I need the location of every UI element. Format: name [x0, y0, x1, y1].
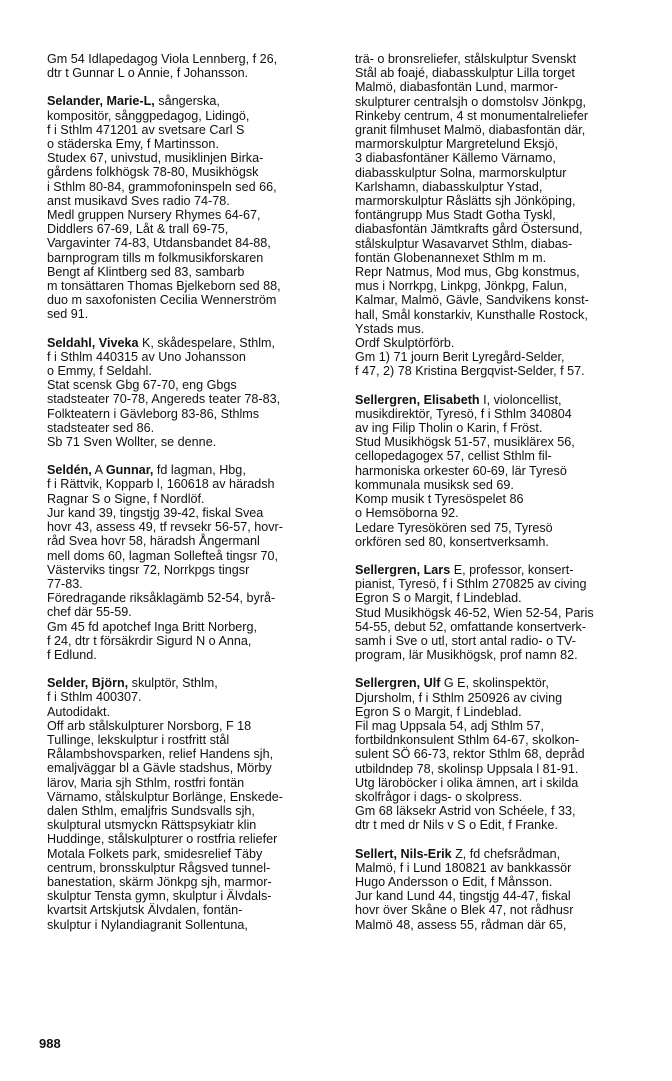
entry-heading: [355, 393, 660, 407]
entry-line: f i Sthlm 440315 av Uno Johansson: [47, 349, 246, 364]
entry-line: Hugo Andersson o Edit, f Månsson.: [355, 874, 553, 889]
entry-initial: A: [91, 463, 106, 478]
entry-line: sulent SÖ 66-73, rektor Sthlm 68, depråd: [355, 747, 585, 762]
entry-line: Jur kand 39, tingstjg 39-42, fiskal Svea: [47, 505, 264, 520]
entry-line: hall, Smål konstarkiv, Kunsthalle Rostock,: [355, 307, 588, 322]
entry-line: banestation, skärm Jönkpg sjh, marmor-: [47, 874, 272, 889]
entry-line: Gm 1) 71 journ Berit Lyregård-Selder,: [355, 350, 565, 365]
entry-line: gårdens folkhögsk 78-80, Musikhögsk: [47, 165, 259, 180]
entry-line: granit filmhuset Malmö, diabasfontän där,: [355, 123, 586, 138]
entry-line: sed 91.: [47, 307, 89, 322]
entry-line: samh i Sve o utl, stort antal radio- o TV-: [355, 633, 576, 648]
entry-heading: [47, 463, 347, 477]
entry-line: emaljväggar bl a Gävle stadshus, Mörby: [47, 761, 272, 776]
entry-line: fontän Globenannexet Sthlm m m.: [355, 250, 547, 265]
entry-name: Seldén,: [47, 463, 92, 478]
entry-line: f i Sthlm 400307.: [47, 690, 142, 705]
entry-line: stadsteater sed 86.: [47, 420, 155, 435]
entry-line: Ragnar S o Signe, f Nordlöf.: [47, 491, 205, 506]
entry-line: Föredragande riksåklagämb 52-54, byrå-: [47, 591, 276, 606]
entry-line: o Hemsöborna 92.: [355, 506, 459, 521]
entry-line: musikdirektör, Tyresö, f i Sthlm 340804: [355, 406, 572, 421]
entry-line: fontängrupp Mus Stadt Gotha Tyskl,: [355, 208, 556, 223]
entry-line: av ing Filip Tholin o Karin, f Fröst.: [355, 421, 543, 436]
entry-heading: [355, 847, 660, 861]
entry-heading-rest: skulptör, Sthlm,: [128, 676, 218, 691]
entry-heading: [47, 336, 347, 350]
entry-line: Rålambshovsparken, relief Handens sjh,: [47, 747, 274, 762]
entry-line: o Emmy, f Seldahl.: [47, 364, 152, 379]
entry-selander-marie: [47, 94, 347, 321]
entry-heading: [47, 676, 347, 690]
entry-line: stadsteater 70-78, Angereds teater 78-83,: [47, 392, 281, 407]
entry-line: Värnamo, stålskulptur Borlänge, Enskede-: [47, 789, 283, 804]
entry-line: Djursholm, f i Sthlm 250926 av civing: [355, 690, 563, 705]
entry-line: diabasskulptur Solna, marmorskulptur: [355, 165, 567, 180]
entry-selder-bjorn: [47, 676, 347, 932]
entry-line: pianist, Tyresö, f i Sthlm 270825 av civing: [355, 577, 587, 592]
entry-name: Selder, Björn,: [47, 676, 129, 691]
entry-line: Gm 68 läksekr Astrid von Schéele, f 33,: [355, 804, 576, 819]
entry-line: Stål ab foajé, diabasskulptur Lilla torget: [355, 66, 575, 81]
entry-line: Tullinge, lekskulptur i rostfritt stål: [47, 732, 230, 747]
entry-line: Ordf Skulptörförb.: [355, 336, 455, 351]
entry-line: Diddlers 67-69, Låt & trall 69-75,: [47, 222, 229, 237]
entry-line: Gm 45 fd apotchef Inga Britt Norberg,: [47, 619, 258, 634]
entry-line: Stud Musikhögsk 46-52, Wien 52-54, Paris: [355, 605, 594, 620]
entry-line: utbildndep 78, skolinsp Uppsala l 81-91.: [355, 761, 579, 776]
entry-sellergren-lars: [355, 563, 660, 662]
entry-line: anst musikavd Sves radio 74-78.: [47, 193, 230, 208]
entry-line: skulptur i Nylandiagranit Sollentuna,: [47, 917, 248, 932]
entry-line: Jur kand Lund 44, tingstjg 44-47, fiskal: [355, 889, 571, 904]
entry-line: mus i Norrkpg, Linkpg, Jönkpg, Falun,: [355, 279, 568, 294]
entry-line: hovr 43, assess 49, tf revsekr 56-57, hovr-: [47, 520, 283, 535]
entry-line: chef där 55-59.: [47, 605, 132, 620]
entry-line: skulpturer centralsjh o domstolsv Jönkpg,: [355, 94, 586, 109]
entry-line: f 47, 2) 78 Kristina Bergqvist-Selder, f 57.: [355, 364, 585, 379]
entry-heading-rest: K, skådespelare, Sthlm,: [138, 335, 275, 350]
entry-line: dtr t med dr Nils v S o Edit, f Franke.: [355, 818, 558, 833]
entry-line: Medl gruppen Nursery Rhymes 64-67,: [47, 208, 261, 223]
entry-line: Rinkeby centrum, 4 st monumentalreliefer: [355, 108, 589, 123]
entry-line: o städerska Emy, f Martinsson.: [47, 137, 219, 152]
entry-sellergren-elisabeth: [355, 393, 660, 549]
entry-line: Sb 71 Sven Wollter, se denne.: [47, 435, 217, 450]
entry-line: 54-55, debut 52, omfattande konsertverk-: [355, 619, 587, 634]
entry-line: kommunala musiksk sed 69.: [355, 477, 514, 492]
entry-heading-rest: fd lagman, Hbg,: [153, 463, 246, 478]
entry-name: Sellergren, Elisabeth: [355, 392, 480, 407]
entry-line: trä- o bronsreliefer, stålskulptur Svenskt: [355, 52, 577, 66]
entry-line: 77-83.: [47, 576, 83, 591]
entry-line: Malmö, f i Lund 180821 av bankkassör: [355, 860, 572, 875]
entry-sellert-nils-erik: [355, 847, 660, 932]
entry-line: Egron S o Margit, f Lindeblad.: [355, 591, 522, 606]
entry-heading-rest: E, professor, konsert-: [450, 562, 574, 577]
entry-line: Malmö, diabasfontän Lund, marmor-: [355, 80, 558, 95]
entry-line: Folkteatern i Gävleborg 83-86, Sthlms: [47, 406, 260, 421]
entry-line: Västerviks tingsr 72, Norrkpgs tingsr: [47, 562, 250, 577]
entry-line: fortbildnkonsulent Sthlm 64-67, skolkon-: [355, 733, 580, 748]
entry-line: kompositör, sånggpedagog, Lidingö,: [47, 108, 250, 123]
entry-line: m tonsättaren Thomas Bjelkeborn sed 88,: [47, 279, 281, 294]
entry-line: hovr över Skåne o Blek 47, not rådhusr: [355, 903, 574, 918]
entry-line: Kalmar, Malmö, Gävle, Sandvikens konst-: [355, 293, 589, 308]
entry-line: stålskulptur Wasavarvet Sthlm, diabas-: [355, 236, 573, 251]
entry-line: dalen Sthlm, emaljfris Sundsvalls sjh,: [47, 803, 255, 818]
entry-line: mell doms 60, lagman Sollefteå tingsr 70,: [47, 548, 279, 563]
entry-line: Repr Natmus, Mod mus, Gbg konstmus,: [355, 265, 580, 280]
entry-line: cellopedagogex 57, cellist Sthlm fil-: [355, 449, 552, 464]
entry-line: f 24, dtr t försäkrdir Sigurd N o Anna,: [47, 633, 252, 648]
right-column: [355, 52, 660, 946]
entry-line: skulptur Tensta gymn, skulptur i Älvdals-: [47, 889, 272, 904]
entry-continuation: [355, 52, 660, 379]
entry-line: dtr t Gunnar L o Annie, f Johansson.: [47, 66, 249, 81]
entry-line: Gm 54 Idlapedagog Viola Lennberg, f 26,: [47, 52, 278, 66]
entry-heading-rest: I, violoncellist,: [479, 392, 562, 407]
entry-line: Malmö 48, assess 55, rådman där 65,: [355, 917, 567, 932]
entry-line: barnprogram tills m folkmusikforskaren: [47, 250, 264, 265]
entry-line: duo m saxofonisten Cecilia Wennerström: [47, 293, 277, 308]
entry-heading-rest: G E, skolinspektör,: [440, 676, 549, 691]
entry-line: marmorskulptur Margretelund Eksjö,: [355, 137, 558, 152]
entry-line: Autodidakt.: [47, 704, 111, 719]
entry-line: harmoniska orkester 60-69, lär Tyresö: [355, 463, 567, 478]
entry-line: skulptural utsmyckn Rättspsykiatr klin: [47, 818, 257, 833]
entry-line: Vargavinter 74-83, Utdansbandet 84-88,: [47, 236, 271, 251]
entry-name: Selander, Marie-L,: [47, 94, 155, 109]
entry-continuation: [47, 52, 347, 80]
entry-line: Fil mag Uppsala 54, adj Sthlm 57,: [355, 718, 544, 733]
entry-line: Studex 67, univstud, musiklinjen Birka-: [47, 151, 264, 166]
entry-line: Off arb stålskulpturer Norsborg, F 18: [47, 718, 252, 733]
entry-line: f Edlund.: [47, 647, 97, 662]
left-column: [47, 52, 347, 946]
entry-line: Utg läroböcker i olika ämnen, art i skilda: [355, 775, 579, 790]
entry-heading: [355, 676, 660, 690]
entry-seldahl-viveka: [47, 336, 347, 450]
entry-selden-gunnar: [47, 463, 347, 662]
entry-line: kvartsit Artskjutsk Älvdalen, fontän-: [47, 903, 243, 918]
entry-line: f i Sthlm 471201 av svetsare Carl S: [47, 122, 245, 137]
entry-line: lärov, Maria sjh Sthlm, rostfri fontän: [47, 775, 245, 790]
entry-heading-rest: sångerska,: [154, 94, 220, 109]
entry-line: 3 diabasfontäner Källemo Värnamo,: [355, 151, 556, 166]
entry-line: Ystads mus.: [355, 321, 425, 336]
entry-line: Stat scensk Gbg 67-70, eng Gbgs: [47, 378, 237, 393]
entry-name: Seldahl, Viveka: [47, 335, 139, 350]
entry-heading-rest: Z, fd chefsrådman,: [451, 846, 561, 861]
entry-line: Karlshamn, diabasskulptur Ystad,: [355, 179, 543, 194]
entry-line: diabasfontän Jämtkrafts gård Östersund,: [355, 222, 583, 237]
entry-heading: [355, 563, 660, 577]
entry-line: marmorskulptur Råslätts sjh Jönköping,: [355, 194, 576, 209]
entry-name: Sellert, Nils-Erik: [355, 846, 452, 861]
entry-name: Sellergren, Lars: [355, 562, 451, 577]
entry-name: Sellergren, Ulf: [355, 676, 441, 691]
entry-line: orkfören sed 80, konsertverksamh.: [355, 534, 549, 549]
entry-line: Stud Musikhögsk 51-57, musiklärex 56,: [355, 435, 575, 450]
entry-line: i Sthlm 80-84, grammofoninspeln sed 66,: [47, 179, 277, 194]
entry-line: Bengt af Klintberg sed 83, sambarb: [47, 264, 245, 279]
entry-line: Ledare Tyresökören sed 75, Tyresö: [355, 520, 553, 535]
page-number: 988: [39, 1036, 61, 1051]
entry-line: Egron S o Margit, f Lindeblad.: [355, 704, 522, 719]
entry-line: program, lär Musikhögsk, prof namn 82.: [355, 648, 578, 663]
entry-line: skolfrågor i dags- o skolpress.: [355, 789, 523, 804]
entry-sellergren-ulf: [355, 676, 660, 832]
entry-given-name: Gunnar,: [105, 463, 154, 478]
entry-line: Huddinge, stålskulpturer o rostfria reliefer: [47, 832, 278, 847]
entry-heading: [47, 94, 347, 108]
entry-line: centrum, bronsskulptur Rågsved tunnel-: [47, 860, 271, 875]
entry-line: Komp musik t Tyresöspelet 86: [355, 492, 524, 507]
entry-line: f i Rättvik, Kopparb l, 160618 av häradsh: [47, 477, 275, 492]
entry-line: Motala Folkets park, smidesrelief Täby: [47, 846, 263, 861]
entry-line: råd Svea hovr 58, häradsh Ångermanl: [47, 534, 260, 549]
